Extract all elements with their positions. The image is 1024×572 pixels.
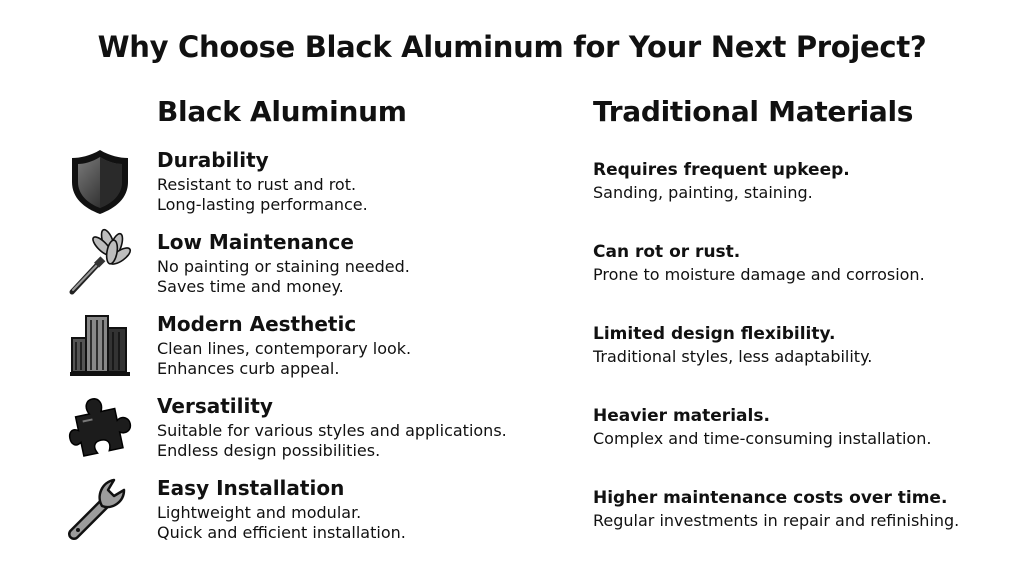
item-line: Long-lasting performance. — [157, 195, 368, 214]
item-line: Saves time and money. — [157, 277, 344, 296]
traditional-item-title: Can rot or rust. — [593, 242, 741, 262]
item-line: Lightweight and modular. — [157, 503, 362, 522]
shield-icon — [64, 146, 136, 218]
traditional-item-line: Complex and time-consuming installation. — [593, 429, 932, 448]
item-line: Quick and efficient installation. — [157, 523, 406, 542]
feather-duster-icon — [64, 226, 136, 298]
traditional-item-title: Limited design flexibility. — [593, 324, 836, 344]
traditional-materials-heading: Traditional Materials — [593, 95, 914, 128]
item-title-low-maintenance: Low Maintenance — [157, 230, 354, 254]
wrench-icon — [64, 472, 136, 544]
traditional-item-line: Prone to moisture damage and corrosion. — [593, 265, 925, 284]
page-title: Why Choose Black Aluminum for Your Next Project? — [97, 30, 927, 64]
traditional-item-title: Requires frequent upkeep. — [593, 160, 850, 180]
building-icon — [64, 308, 136, 380]
puzzle-piece-icon — [64, 390, 136, 462]
item-line: Endless design possibilities. — [157, 441, 381, 460]
traditional-item-line: Sanding, painting, staining. — [593, 183, 813, 202]
item-title-easy-installation: Easy Installation — [157, 476, 345, 500]
item-title-durability: Durability — [157, 148, 269, 172]
item-line: No painting or staining needed. — [157, 257, 410, 276]
item-line: Suitable for various styles and applications. — [157, 421, 507, 440]
traditional-item-title: Heavier materials. — [593, 406, 770, 426]
item-line: Enhances curb appeal. — [157, 359, 340, 378]
traditional-item-line: Regular investments in repair and refinishing. — [593, 511, 960, 530]
traditional-item-line: Traditional styles, less adaptability. — [593, 347, 873, 366]
item-title-modern-aesthetic: Modern Aesthetic — [157, 312, 357, 336]
traditional-item-title: Higher maintenance costs over time. — [593, 488, 948, 508]
item-line: Clean lines, contemporary look. — [157, 339, 412, 358]
item-line: Resistant to rust and rot. — [157, 175, 357, 194]
item-title-versatility: Versatility — [157, 394, 273, 418]
black-aluminum-heading: Black Aluminum — [157, 95, 407, 128]
